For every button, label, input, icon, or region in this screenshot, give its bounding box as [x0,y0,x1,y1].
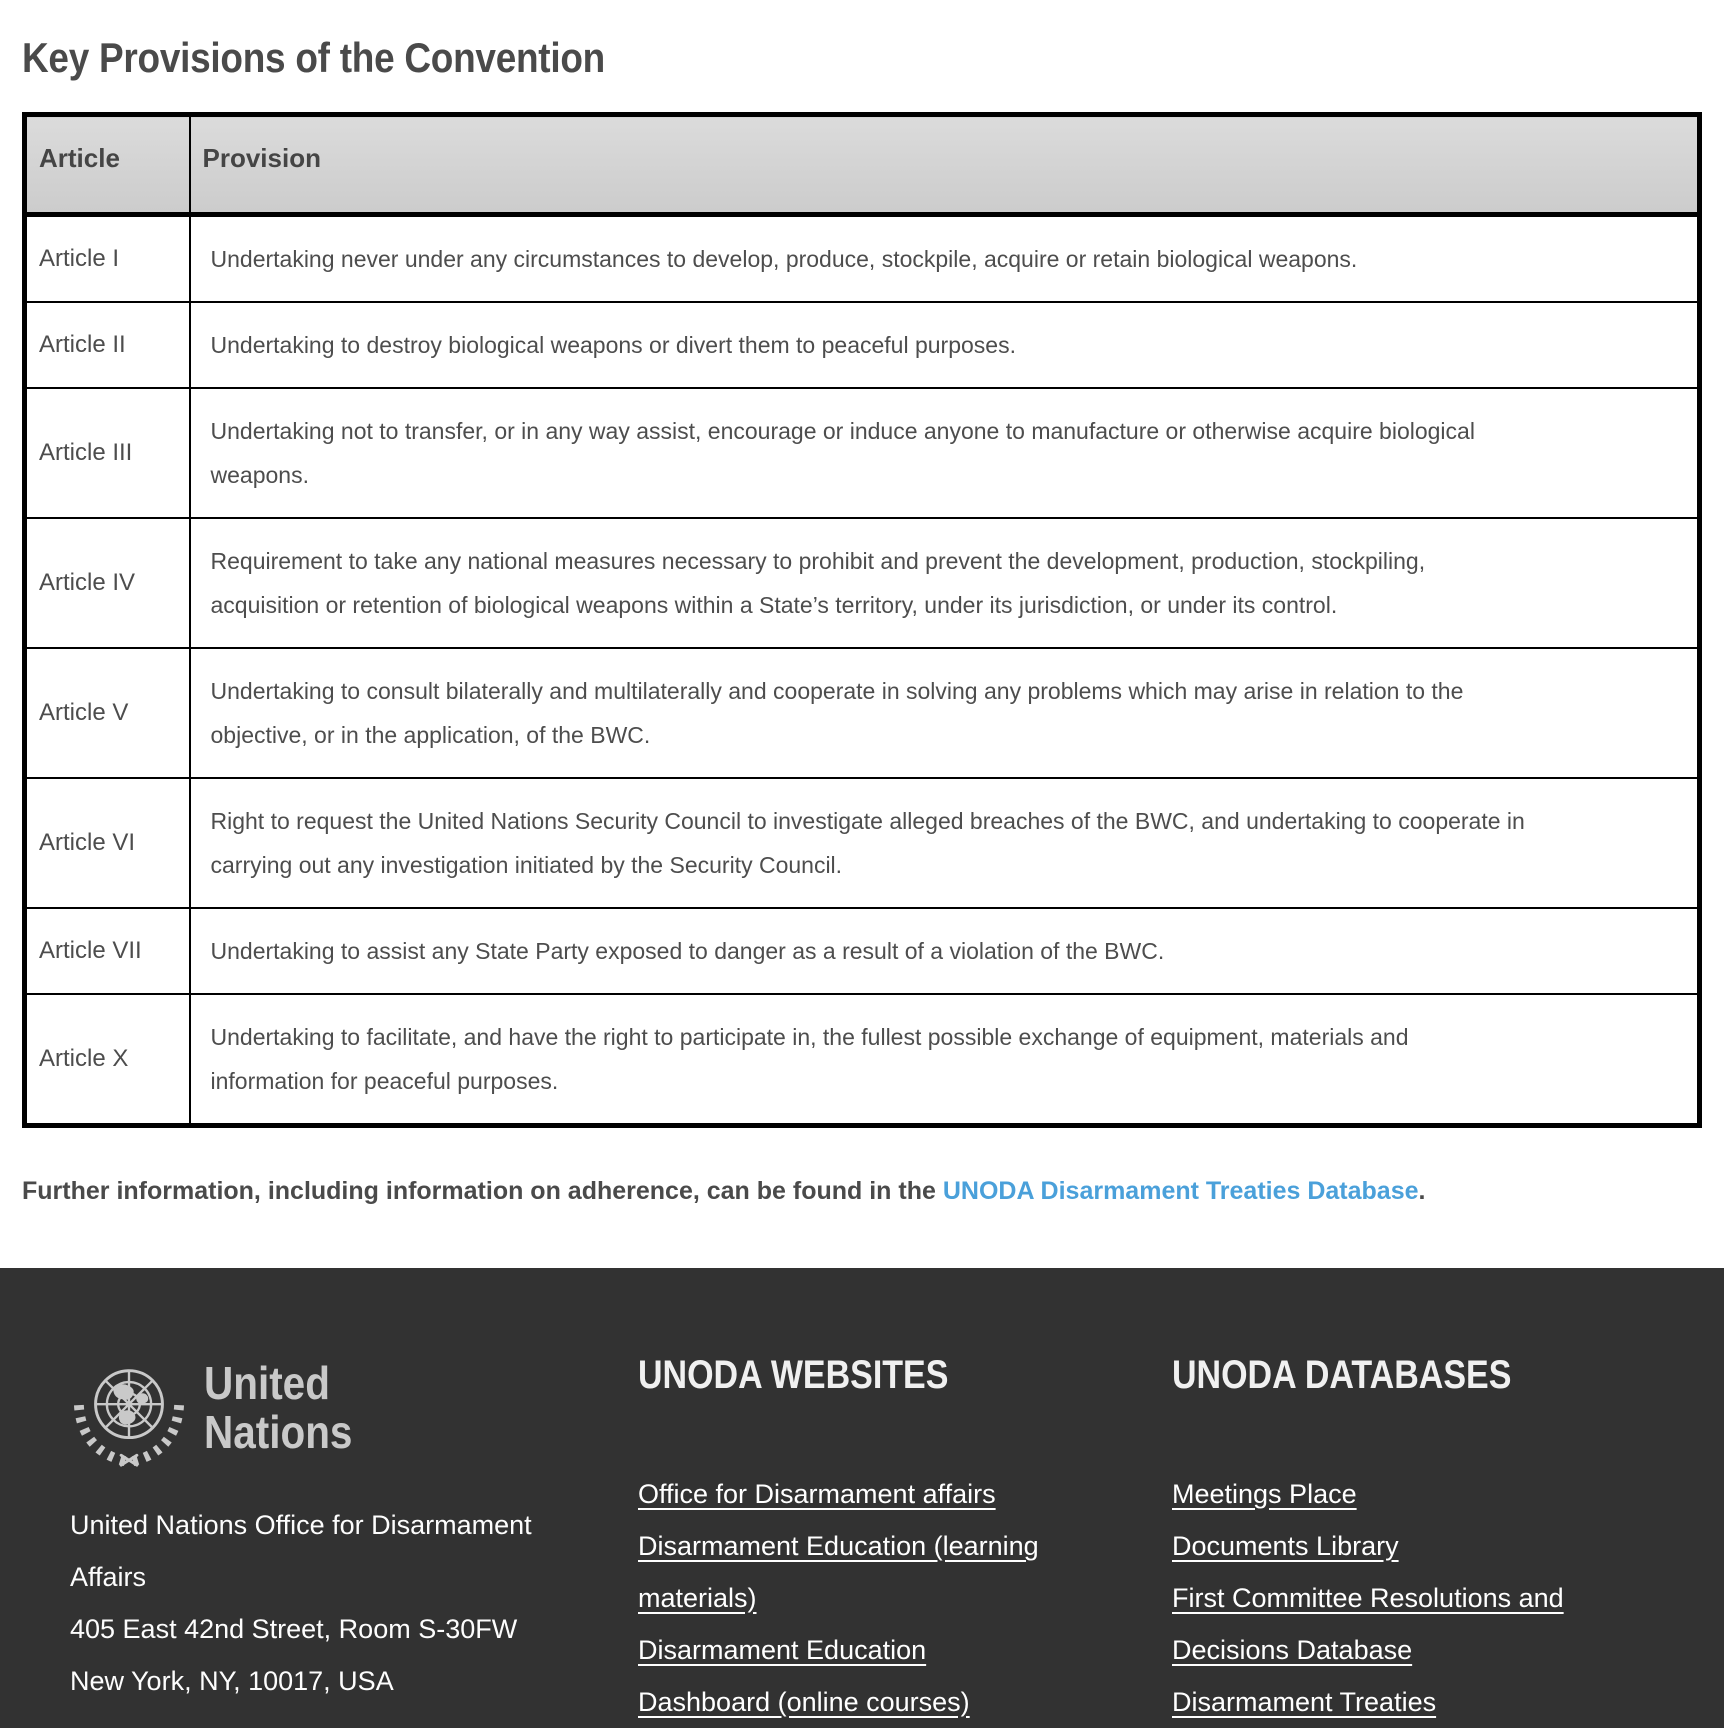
page-title-text: Key Provisions of the Convention [22,34,605,81]
provision-cell: Undertaking to consult bilaterally and multilaterally and cooperate in solving any problems which may arise in relation to the objective, or in the application, of the BWC. [190,648,1700,778]
footer-databases-links [1172,1468,1572,1728]
footer-websites-links [638,1468,1048,1728]
un-brand [70,1353,638,1471]
further-info-text: Further information, including information on adherence, can be found in the [22,1177,943,1205]
provisions-table [22,112,1702,1128]
table-row [25,994,1700,1126]
provision-cell: Undertaking to destroy biological weapons or divert them to peaceful purposes. [190,302,1700,388]
provisions-table-head [25,115,1700,215]
article-cell: Article IV [25,518,190,648]
footer-databases-heading [1172,1353,1724,1398]
un-emblem-icon [70,1353,188,1471]
footer-databases-column [1172,1353,1724,1728]
table-row [25,648,1700,778]
article-cell: Article III [25,388,190,518]
provision-cell: Requirement to take any national measures necessary to prohibit and prevent the development, production, stockpiling, acquisition or retention of biological weapons within a State’s territory, under its jurisdiction, or under its control. [190,518,1700,648]
footer-link[interactable]: Disarmament Education Dashboard (online courses) [638,1635,970,1717]
table-row [25,302,1700,388]
provision-cell: Undertaking never under any circumstances to develop, produce, stockpile, acquire or retain biological weapons. [190,215,1700,303]
footer-databases-heading-text: UNODA DATABASES [1172,1353,1512,1397]
provision-cell: Undertaking to facilitate, and have the right to participate in, the fullest possible exchange of equipment, materials and information for peaceful purposes. [190,994,1700,1126]
footer-websites-heading [638,1353,1172,1398]
column-header-provision: Provision [190,115,1700,215]
un-wordmark-line2: Nations [204,1406,353,1458]
table-row [25,908,1700,994]
footer-address-line: 405 East 42nd Street, Room S-30FW [70,1614,518,1644]
page-footer [0,1268,1724,1728]
article-cell: Article VI [25,778,190,908]
treaties-database-link[interactable]: UNODA Disarmament Treaties Database [942,1177,1419,1205]
table-row [25,215,1700,303]
article-cell: Article X [25,994,190,1126]
further-info-period: . [1418,1177,1426,1205]
footer-link[interactable]: Meetings Place [1172,1479,1357,1509]
footer-org-column [70,1353,638,1707]
footer-link[interactable]: Disarmament Education (learning materials) [638,1531,1039,1613]
provision-cell: Undertaking to assist any State Party exposed to danger as a result of a violation of the BWC. [190,908,1700,994]
footer-address-line: New York, NY, 10017, USA [70,1666,394,1696]
footer-websites-heading-text: UNODA WEBSITES [638,1353,949,1397]
column-header-article: Article [25,115,190,215]
footer-grid [70,1353,1724,1728]
article-cell: Article V [25,648,190,778]
article-cell: Article II [25,302,190,388]
table-row [25,388,1700,518]
footer-link[interactable]: Documents Library [1172,1531,1399,1561]
provisions-table-body [25,215,1700,1126]
header-row [25,115,1700,215]
footer-address-line: United Nations Office for Disarmament Affairs [70,1510,532,1592]
article-cell: Article VII [25,908,190,994]
provision-cell: Right to request the United Nations Security Council to investigate alleged breaches of the BWC, and undertaking to cooperate in carrying out any investigation initiated by the Security Council. [190,778,1700,908]
further-info-paragraph [22,1174,1702,1208]
un-wordmark-line1: United [204,1357,330,1409]
footer-link[interactable]: First Committee Resolutions and Decisions Database [1172,1583,1564,1665]
footer-address [70,1499,570,1707]
article-cell: Article I [25,215,190,303]
provision-cell: Undertaking not to transfer, or in any way assist, encourage or induce anyone to manufacture or otherwise acquire biological weapons. [190,388,1700,518]
un-wordmark [204,1359,373,1457]
footer-link[interactable]: Office for Disarmament affairs [638,1479,996,1509]
table-row [25,518,1700,648]
footer-link[interactable]: Disarmament Treaties [1172,1687,1437,1717]
table-row [25,778,1700,908]
footer-websites-column [638,1353,1172,1728]
page-title [22,34,1702,82]
